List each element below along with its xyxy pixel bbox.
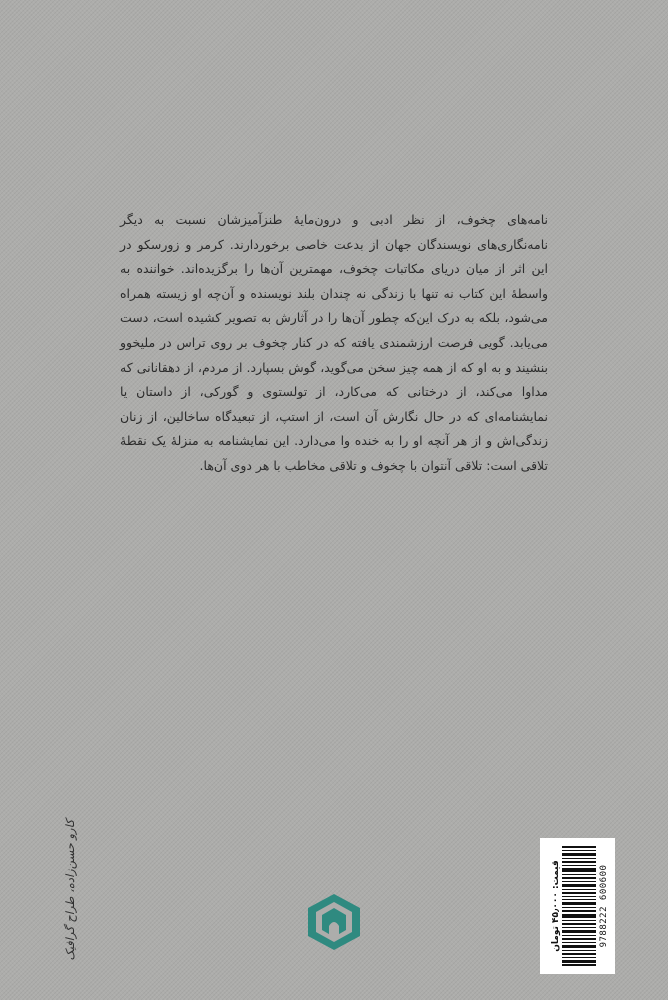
graphic-designer-credit [40,790,100,990]
house-arch-logo-icon [302,890,366,954]
graphic-designer-credit-text: کارو حسن‌زاده، طراح گرافیک [63,819,77,961]
price-label: قیمت: ۴۵٫۰۰۰ تومان [551,860,561,952]
back-cover-blurb: نامه‌های چخوف، از نظر ادبی و درون‌مایهٔ طنزآمیزشان نسبت به دیگر نامه‌نگاری‌های نویسندگان جهان از بدعت خاصی برخوردارند. کرمر و زورسکو در این اثر از میان دریای مکاتبات چخوف، مهمترین آن‌ها را برگزیده‌اند. خواننده به واسطهٔ این کتاب نه تنها با زندگی نه چندان بلند نویسنده و آن‌چه او زیسته همراه می‌شود، بلکه به درک این‌که چطور آن‌ها را در آثارش به تصویر کشیده است، دست می‌یابد. گویی فرصت ارزشمندی یافته که در کنار چخوف بر روی تراس در ملیخوو بنشیند و به او که از همه چیز سخن می‌گوید، گوش بسپارد. از مردم، از دهقانانی که مداوا می‌کند، از درختانی که می‌کارد، از تولستوی و گورکی، از داستان یا نمایشنامه‌ای که در حال نگارش آن است، از استپ، از تبعیدگاه ساخالین، از زنان زندگی‌اش و از هر آنچه او را به خنده وا می‌دارد. این نمایشنامه به منزلهٔ یک نقطهٔ تلاقی است: تلاقی آنتوان با چخوف و تلاقی مخاطب با هر دوی آن‌ها. [120,212,548,473]
isbn-number: 9788222 600600 [599,864,609,948]
barcode-icon [562,846,596,966]
barcode-price-box [540,838,615,974]
